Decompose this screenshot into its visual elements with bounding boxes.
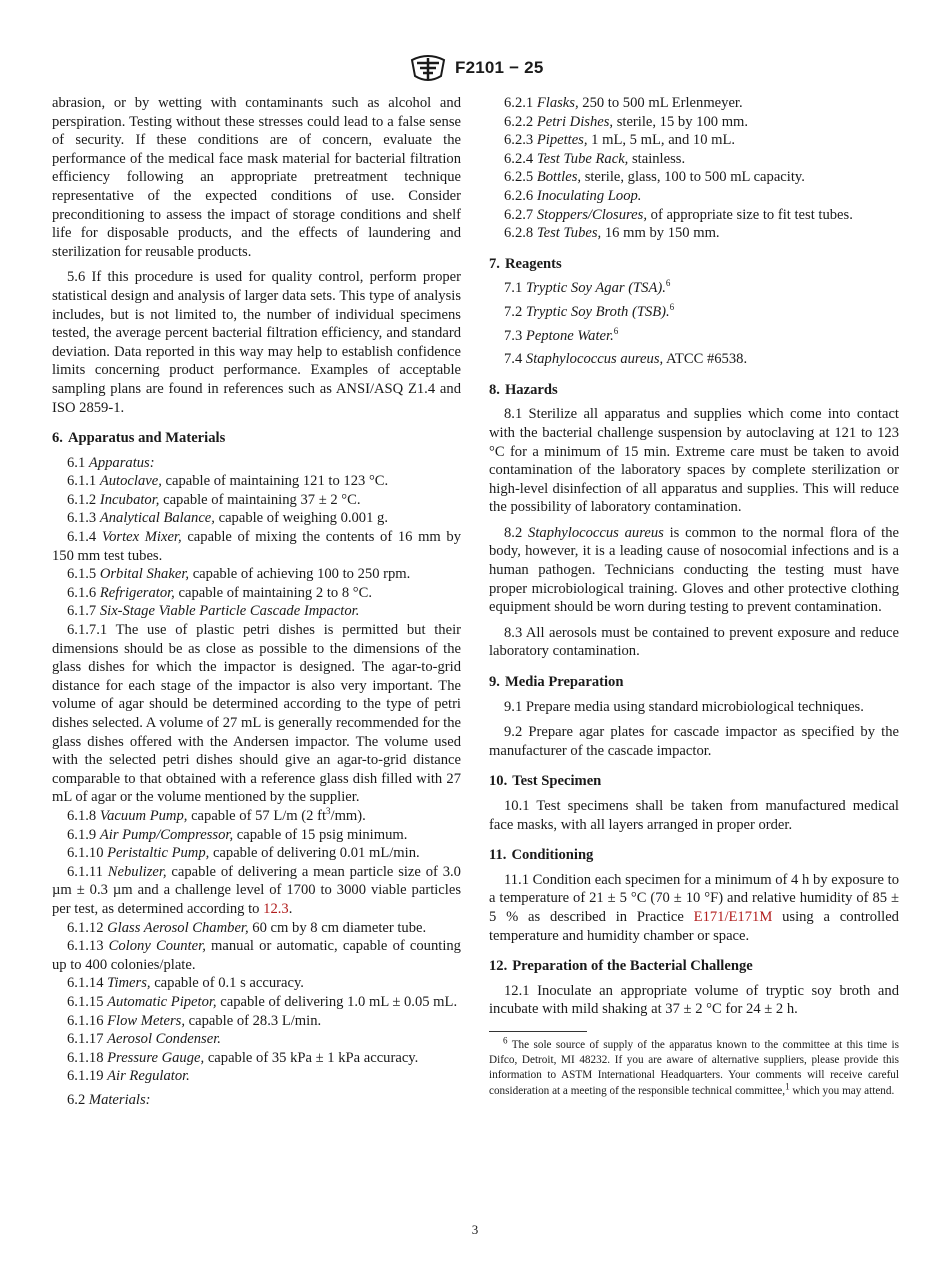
footnote-divider	[489, 1031, 587, 1032]
item-6-2-3: 6.2.3 Pipettes, 1 mL, 5 mL, and 10 mL.	[504, 132, 736, 149]
item-6-1-6: 6.1.6 Refrigerator, capable of maintaining 2 to 8 °C.	[67, 584, 372, 601]
item-7-3: 7.3 Peptone Water.$^6$	[504, 325, 619, 344]
section-6-heading: 6. Apparatus and Materials	[52, 430, 226, 447]
footnote-6: $^6$ The sole source of supply of the apparatus known to the committee at this time is Difco, Detroit, MI 48232. If you are aware of alternative suppliers, please provide this information to ASTM International Headquarters. Your comments will receive careful consideration at a meeting of the responsible technical committee,$^1$ which you may attend.	[489, 1035, 899, 1097]
item-6-1-13: 6.1.13 Colony Counter, manual or automatic, capable of counting up to 400 colonies/plate.	[52, 938, 461, 973]
paragraph-8-2: 8.2 Staphylococcus aureus is common to the normal flora of the body, however, it is a leading cause of nosocomial infections and is a human pathogen. Technicians conducting the testing must have proper microbiological training. Gloves and other protective clothing equipment should be worn during testing to prevent contamination.	[489, 524, 899, 616]
item-6-1-10: 6.1.10 Peristaltic Pump, capable of delivering 0.01 mL/min.	[67, 845, 420, 862]
item-6-2-1: 6.2.1 Flasks, 250 to 500 mL Erlenmeyer.	[504, 95, 743, 111]
astm-logo-icon	[408, 54, 448, 82]
left-column	[52, 94, 461, 1109]
item-6-1-16: 6.1.16 Flow Meters, capable of 28.3 L/min.	[67, 1012, 322, 1029]
item-6-1-18: 6.1.18 Pressure Gauge, capable of 35 kPa ± 1 kPa accuracy.	[67, 1049, 419, 1066]
paragraph-9-2: 9.2 Prepare agar plates for cascade impactor as specified by the manufacturer of the cascade impactor.	[489, 724, 899, 759]
item-6-1-12: 6.1.12 Glass Aerosol Chamber, 60 cm by 8 cm diameter tube.	[67, 919, 427, 936]
item-6-1-11: 6.1.11 Nebulizer, capable of delivering a mean particle size of 3.0 µm ± 0.3 µm and a challenge level of 1700 to 3000 viable particles per test, as determined according to 12.3.	[52, 863, 461, 917]
item-7-2: 7.2 Tryptic Soy Broth (TSB).$^6$	[504, 302, 675, 320]
section-9-heading: 9. Media Preparation	[489, 674, 624, 691]
item-6-1-15: 6.1.15 Automatic Pipetor, capable of delivering 1.0 mL ± 0.05 mL.	[67, 993, 458, 1010]
page-header	[0, 54, 950, 84]
item-6-1-2: 6.1.2 Incubator, capable of maintaining 37 ± 2 °C.	[67, 491, 361, 508]
item-6-1-8: 6.1.8 Vacuum Pump, capable of 57 L/m (2 $ft^3/mm$).	[67, 806, 366, 824]
item-6-2-4: 6.2.4 Test Tube Rack, stainless.	[504, 150, 686, 167]
page-number: 3	[471, 1222, 479, 1237]
section-8-heading: 8. Hazards	[489, 381, 558, 398]
item-6-1-4: 6.1.4 Vortex Mixer, capable of mixing the contents of 16 mm by 150 mm test tubes.	[52, 529, 462, 564]
document-id: F2101 − 25	[455, 58, 544, 77]
item-6-1: 6.1 Apparatus:	[67, 454, 155, 471]
paragraph-10-1: 10.1 Test specimens shall be taken from manufactured medical face masks, with all layers arranged in proper order.	[489, 798, 899, 833]
item-7-4: 7.4 Staphylococcus aureus, ATCC #6538.	[504, 351, 748, 368]
item-6-1-5: 6.1.5 Orbital Shaker, capable of achieving 100 to 250 rpm.	[67, 566, 411, 583]
paragraph-9-1: 9.1 Prepare media using standard microbiological techniques.	[504, 698, 864, 715]
item-6-2-6: 6.2.6 Inoculating Loop.	[504, 187, 642, 204]
item-6-2-5: 6.2.5 Bottles, sterile, glass, 100 to 500 mL capacity.	[504, 169, 805, 186]
section-11-heading: 11. Conditioning	[489, 847, 594, 864]
item-6-2-2: 6.2.2 Petri Dishes, sterile, 15 by 100 mm.	[504, 113, 749, 130]
section-7-heading: 7. Reagents	[489, 255, 562, 272]
item-6-1-14: 6.1.14 Timers, capable of 0.1 s accuracy.	[67, 975, 304, 992]
paragraph-8-3: 8.3 All aerosols must be contained to prevent exposure and reduce laboratory contamination.	[489, 624, 899, 660]
paragraph-intro: abrasion, or by wetting with contaminants such as alcohol and perspiration. Testing without these stresses could lead to a false sense of security. If these conditions are of concern, evaluate the performance of the medical face mask material for bacterial filtration efficiency following an appropriate pretreatment technique representative of the expected conditions of use. Consider preconditioning to assess the impact of storage conditions and shelf life for disposable products, and the effects of laundering and sterilization for reusable products.	[52, 95, 461, 260]
right-column	[489, 94, 899, 1099]
link-e171[interactable]: E171/E171M	[693, 908, 773, 925]
paragraph-6-1-7-1: 6.1.7.1 The use of plastic petri dishes is permitted but their dimensions should be as close as possible to the dimensions of the glass dishes for which the impactor is designed. The agar-to-grid distance for each stage of the impactor is also very important. The volume of agar should be determined according to the type of petri dishes selected. A volume of 27 mL is generally recommended for the glass dishes offered with the Andersen impactor. The volume used with the selected petri dishes should give an agar-to-grid distance comparable to that obtained with a reference glass dish filled with 27 mL of agar or the volume mentioned by the supplier.	[52, 622, 461, 806]
section-10-heading: 10. Test Specimen	[489, 773, 602, 790]
paragraph-11-1: 11.1 Condition each specimen for a minimum of 4 h by exposure to a temperature of 21 ± 5 °C (70 ± 10 °F) and relative humidity of 85 ± 5 % as described in Practice E171/E171M using a controlled temperature and humidity chamber or space.	[489, 871, 899, 944]
paragraph-8-1: 8.1 Sterilize all apparatus and supplies which come into contact with the bacterial challenge suspension by autoclaving at 121 to 123 °C for a minimum of 15 min. Extreme care must be taken to avoid contamination of the laboratory spaces by complete sterilization or high-level disinfection of all apparatus and supplies. This will reduce the possibility of laboratory contamination.	[489, 406, 899, 516]
item-6-1-3: 6.1.3 Analytical Balance, capable of weighing 0.001 g.	[67, 510, 388, 527]
link-section-12-3[interactable]: 12.3	[263, 900, 289, 917]
item-6-1-1: 6.1.1 Autoclave, capable of maintaining 121 to 123 °C.	[67, 473, 389, 490]
item-6-2: 6.2 Materials:	[67, 1091, 151, 1108]
paragraph-5-6: 5.6 If this procedure is used for quality control, perform proper statistical design and analysis of larger data sets. This type of analysis includes, but is not limited to, the number of individual specimens tested, the average percent bacterial filtration efficiency, and standard deviation. Data reported in this way may help to establish confidence limits concerning product performance. Examples of acceptable sampling plans are found in references such as ANSI/ASQ Z1.4 and ISO 2859-1.	[52, 269, 461, 416]
item-6-2-7: 6.2.7 Stoppers/Closures, of appropriate size to fit test tubes.	[504, 206, 853, 223]
section-12-heading: 12. Preparation of the Bacterial Challenge	[489, 958, 753, 975]
item-6-1-19: 6.1.19 Air Regulator.	[67, 1068, 190, 1085]
item-6-1-7: 6.1.7 Six-Stage Viable Particle Cascade Impactor.	[67, 603, 360, 620]
item-6-2-8: 6.2.8 Test Tubes, 16 mm by 150 mm.	[504, 225, 720, 242]
item-6-1-9: 6.1.9 Air Pump/Compressor, capable of 15 psig minimum.	[67, 826, 408, 843]
paragraph-12-1: 12.1 Inoculate an appropriate volume of tryptic soy broth and incubate with mild shaking at 37 ± 2 °C for 24 ± 2 h.	[489, 982, 899, 1018]
item-6-1-17: 6.1.17 Aerosol Condenser.	[67, 1031, 221, 1048]
item-7-1: 7.1 Tryptic Soy Agar (TSA).$^6$	[504, 278, 671, 297]
